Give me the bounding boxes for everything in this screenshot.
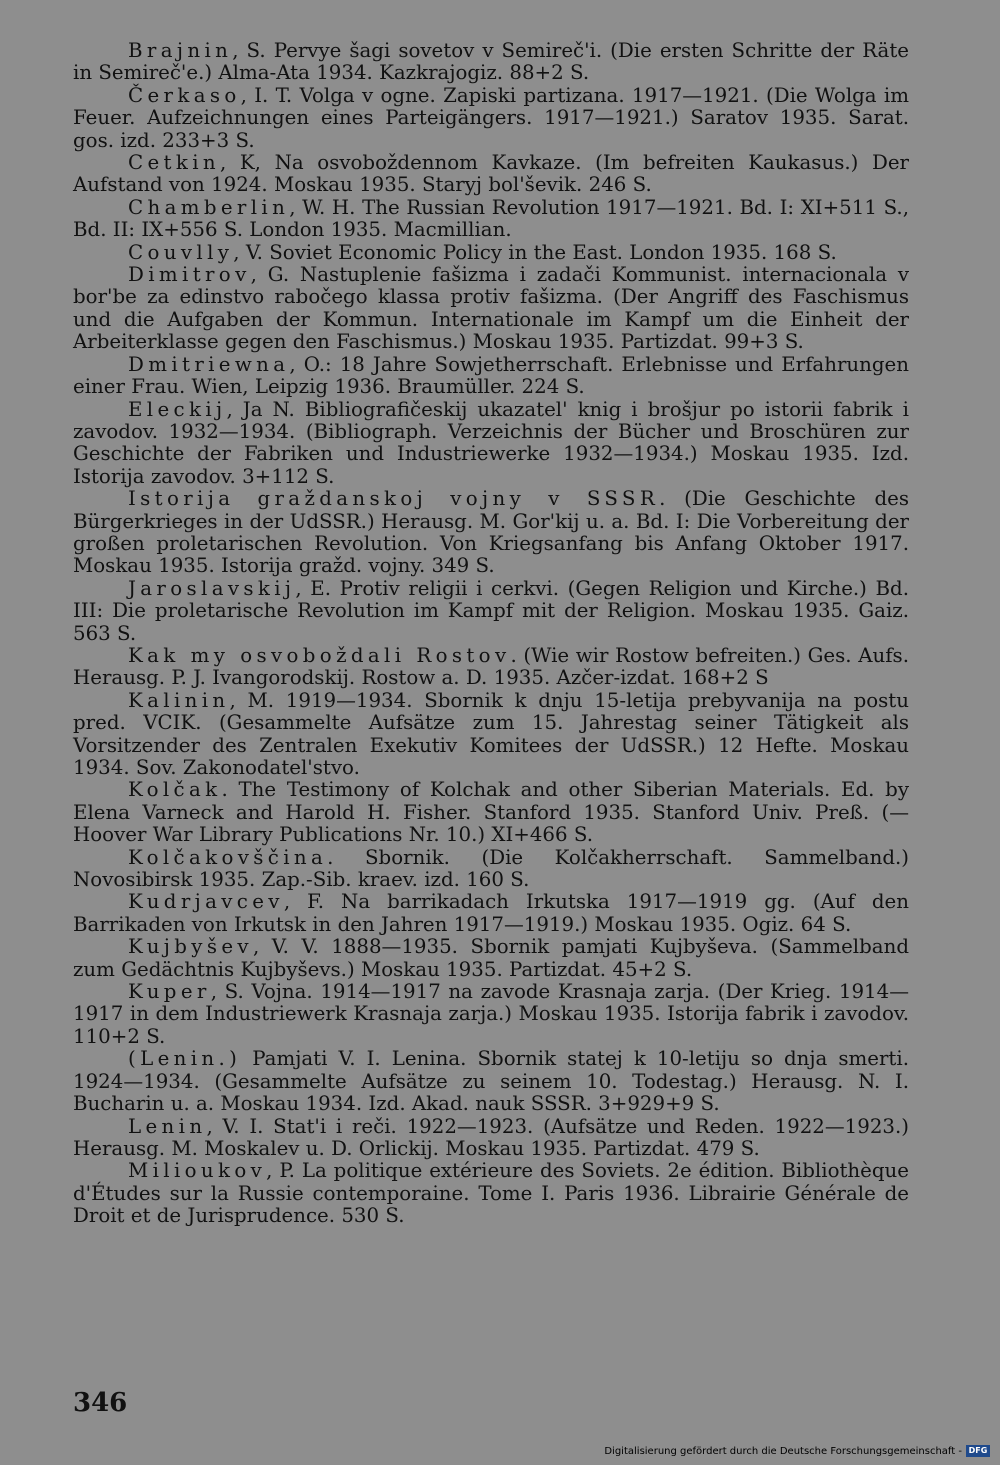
bibliography-entry [73, 690, 909, 780]
dfg-logo-icon: DFG [966, 1445, 990, 1457]
entry-author: Jaroslavskij [128, 576, 296, 600]
entry-text: , P. La politique extérieure des Soviets. 2e édition. Bibliothèque d'Études sur la Russie contemporaine. Tome I. Paris 1936. Librairie Générale de Droit et de Jurisprudence. 530 S. [73, 1159, 909, 1228]
entry-text: , V. V. 1888—1935. Sbornik pamjati Kujbyševa. (Sammelband zum Gedächtnis Kujbyševs.) Moskau 1935. Partizdat. 45+2 S. [73, 935, 909, 981]
entry-text: , W. H. The Russian Revolution 1917—1921. Bd. I: XI+511 S., Bd. II: IX+556 S. London 1935. Macmillian. [73, 195, 909, 242]
footer-text: Digitalisierung gefördert durch die Deutsche Forschungsgemeinschaft - [604, 1445, 962, 1457]
entry-text: , G. Nastuplenie fašizma i zadači Kommunist. internacionala v bor'be za edinstvo rabočego klassa protiv fašizma. (Der Angriff des Faschismus und die Aufgaben der Kommun. Internationale im Kampf um die Einheit der Arbeiterklasse gegen den Faschismus.) Moskau 1935. Partizdat. 99+3 S. [73, 263, 909, 354]
bibliography-entry [73, 981, 909, 1048]
entry-author: Chamberlin [128, 195, 290, 219]
entry-text: . Sbornik. (Die Kolčakherrschaft. Sammelband.) Novosibirsk 1935. Zap.-Sib. kraev. izd. 160 S. [73, 845, 909, 892]
entry-author: Kolčakovščina [128, 845, 328, 869]
entry-author: Lenin [128, 1114, 207, 1138]
entry-author: Kujbyšev [128, 935, 253, 959]
entry-text: , Ja N. Bibliografičeskij ukazatel' knig i brošjur po istorii fabrik i zavodov. 1932—1934. (Bibliograph. Verzeichnis der Bücher und Broschüren zur Geschichte der Fabriken und Industriewerke 1932—1934.) Moskau 1935. Izd. Istorija zavodov. 3+112 S. [73, 397, 909, 488]
entry-author: Eleckij [128, 397, 227, 421]
entry-text: , O.: 18 Jahre Sowjetherrschaft. Erlebnisse und Erfahrungen einer Frau. Wien, Leipzig 1936. Braumüller. 224 S. [73, 352, 909, 399]
bibliography-entry [73, 891, 909, 936]
entry-text: Pamjati V. I. Lenina. Sbornik statej k 10-letiju so dnja smerti. 1924—1934. (Gesammelte Aufsätze zu seinem 10. Todestag.) Herausg. N. I. Bucharin u. a. Moskau 1934. Izd. Akad. nauk SSSR. 3+929+9 S. [73, 1047, 909, 1116]
bibliography-entry [73, 578, 909, 645]
entry-author: (Lenin.) [128, 1047, 242, 1071]
entry-text: , V. I. Stat'i i reči. 1922—1923. (Aufsätze und Reden. 1922—1923.) Herausg. M. Moskalev u. D. Orlickij. Moskau 1935. Partizdat. 479 S. [73, 1114, 909, 1160]
bibliography-entry [73, 1048, 909, 1115]
bibliography-entry [73, 488, 909, 578]
entry-author: Kuper [128, 980, 211, 1004]
entry-text: . (Die Geschichte des Bürgerkrieges in der UdSSR.) Herausg. M. Gor'kij u. a. Bd. I: Die Vorbereitung der großen proletarischen Revolution. Von Kriegsanfang bis Anfang Oktober 1917. Moskau 1935. Istorija gražd. vojny. 349 S. [73, 487, 909, 578]
entry-text: , M. 1919—1934. Sbornik k dnju 15-letija prebyvanija na postu pred. VCIK. (Gesammelte Aufsätze zum 15. Jahrestag seiner Tätigkeit als Vorsitzender des Zentralen Exekutiv Komitees der UdSSR.) 12 Hefte. Moskau 1934. Sov. Zakonodatel'stvo. [73, 688, 909, 779]
bibliography-entry [73, 645, 909, 690]
entry-author: Kak my osvoboždali Rostov [128, 643, 511, 667]
entry-author: Dmitriewna [128, 352, 290, 376]
entry-author: Kudrjavcev [128, 890, 284, 914]
bibliography-entry [73, 152, 909, 197]
entry-author: Couvlly [128, 240, 234, 264]
entry-author: Milioukov [128, 1159, 267, 1183]
entry-text: , F. Na barrikadach Irkutska 1917—1919 gg. (Auf den Barrikaden von Irkutsk in den Jahren 1917—1919.) Moskau 1935. Ogiz. 64 S. [73, 890, 909, 936]
entry-text: . The Testimony of Kolchak and other Siberian Materials. Ed. by Elena Varneck and Harold H. Fisher. Stanford 1935. Stanford Univ. Preß. (— Hoover War Library Publications Nr. 10.) XI+466 S. [73, 778, 909, 847]
bibliography-entry [73, 354, 909, 399]
entry-author: Kalinin [128, 688, 230, 712]
entry-text: , S. Pervye šagi sovetov v Semireč'i. (Die ersten Schritte der Räte in Semireč'e.) Alma-Ata 1934. Kazkrajogiz. 88+2 S. [73, 39, 909, 85]
bibliography-entry [73, 399, 909, 489]
entry-text: , K, Na osvoboždennom Kavkaze. (Im befreiten Kaukasus.) Der Aufstand von 1924. Moskau 1935. Staryj bol'ševik. 246 S. [73, 151, 909, 197]
entry-author: Kolčak [128, 778, 222, 802]
bibliography-entry [73, 40, 909, 85]
bibliography-entry [73, 779, 909, 846]
footer [604, 1445, 990, 1457]
entry-text: , S. Vojna. 1914—1917 na zavode Krasnaja zarja. (Der Krieg. 1914—1917 in dem Industriewerk Krasnaja zarja.) Moskau 1935. Istorija fabrik i zavodov. 110+2 S. [73, 980, 909, 1048]
entry-author: Dimitrov [128, 263, 251, 287]
entry-author: Cetkin [128, 151, 220, 175]
page-number: 346 [73, 1388, 128, 1418]
bibliography-entry [73, 847, 909, 892]
entry-author: Čerkaso [128, 83, 241, 107]
entry-text: , I. T. Volga v ogne. Zapiski partizana. 1917—1921. (Die Wolga im Feuer. Aufzeichnungen eines Parteigängers. 1917—1921.) Saratov 1935. Sarat. gos. izd. 233+3 S. [73, 83, 909, 152]
bibliography-entry [73, 242, 909, 264]
bibliography-entry [73, 264, 909, 354]
entry-author: Brajnin [128, 39, 233, 62]
entry-author: Istorija graždanskoj vojny v SSSR [128, 487, 660, 511]
bibliography-entry [73, 1116, 909, 1161]
bibliography-entry [73, 85, 909, 152]
bibliography-entry [73, 936, 909, 981]
bibliography-list [73, 40, 909, 1228]
entry-text: , V. Soviet Economic Policy in the East. London 1935. 168 S. [233, 240, 837, 264]
bibliography-entry [73, 197, 909, 242]
entry-text: , E. Protiv religii i cerkvi. (Gegen Religion und Kirche.) Bd. III: Die proletarische Revolution im Kampf mit der Religion. Moskau 1935. Gaiz. 563 S. [73, 576, 909, 645]
bibliography-entry [73, 1160, 909, 1227]
entry-text: . (Wie wir Rostow befreiten.) Ges. Aufs. Herausg. P. J. Ivangorodskij. Rostow a. D. 1935. Azčer-izdat. 168+2 S [73, 643, 909, 690]
